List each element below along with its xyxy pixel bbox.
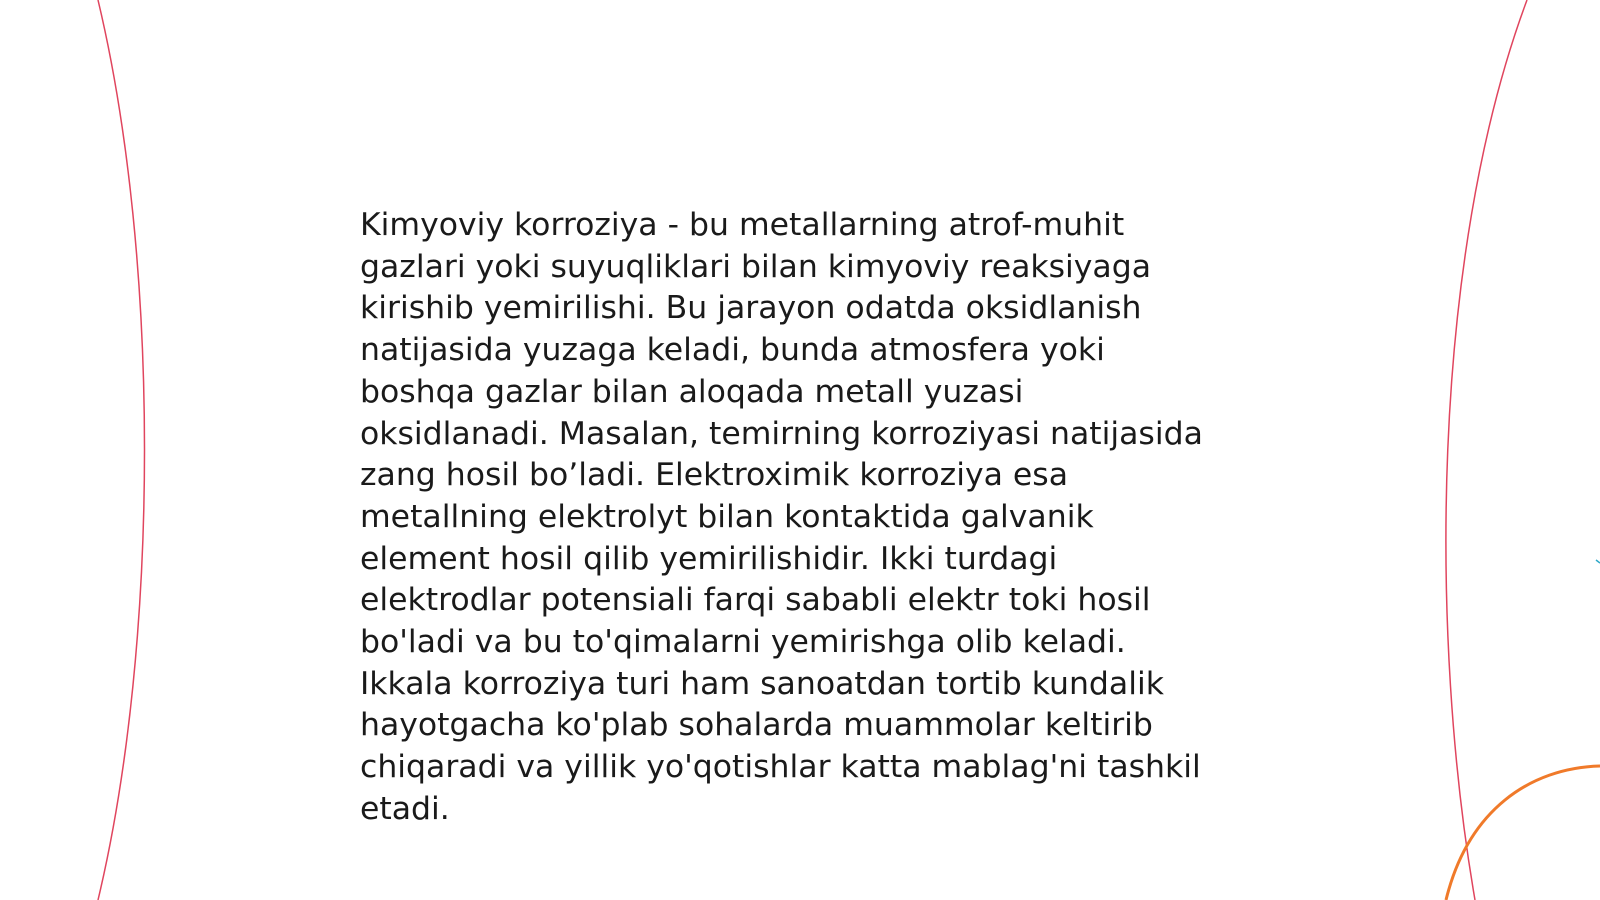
left-arc-curve bbox=[98, 0, 145, 900]
orange-circle-arc bbox=[1446, 766, 1600, 900]
paragraph-line: zang hosil bo’ladi. Elektroximik korroziya esa bbox=[360, 457, 1069, 494]
corrosion-paragraph bbox=[360, 205, 1240, 831]
paragraph-line: Ikkala korroziya turi ham sanoatdan tortib kundalik bbox=[360, 665, 1164, 702]
paragraph-line: element hosil qilib yemirilishidir. Ikki turdagi bbox=[360, 540, 1058, 577]
paragraph-line: bo'ladi va bu to'qimalarni yemirishga olib keladi. bbox=[360, 624, 1126, 661]
right-arc-curve bbox=[1446, 0, 1527, 900]
paragraph-line: oksidlanadi. Masalan, temirning korroziyasi natijasida bbox=[360, 415, 1203, 452]
paragraph-line: kirishib yemirilishi. Bu jarayon odatda oksidlanish bbox=[360, 290, 1142, 327]
paragraph-line: etadi. bbox=[360, 790, 450, 827]
paragraph-line: metallning elektrolyt bilan kontaktida galvanik bbox=[360, 498, 1094, 535]
paragraph-line: Kimyoviy korroziya - bu metallarning atrof-muhit bbox=[360, 207, 1125, 243]
teal-mark bbox=[1596, 560, 1600, 563]
paragraph-line: elektrodlar potensiali farqi sababli elektr toki hosil bbox=[360, 582, 1151, 619]
paragraph-line: boshqa gazlar bilan aloqada metall yuzasi bbox=[360, 373, 1024, 410]
paragraph-line: gazlari yoki suyuqliklari bilan kimyoviy reaksiyaga bbox=[360, 248, 1152, 285]
paragraph-line: hayotgacha ko'plab sohalarda muammolar keltirib bbox=[360, 707, 1153, 744]
paragraph-line: chiqaradi va yillik yo'qotishlar katta mablag'ni tashkil bbox=[360, 749, 1201, 786]
paragraph-line: natijasida yuzaga keladi, bunda atmosfera yoki bbox=[360, 332, 1105, 369]
